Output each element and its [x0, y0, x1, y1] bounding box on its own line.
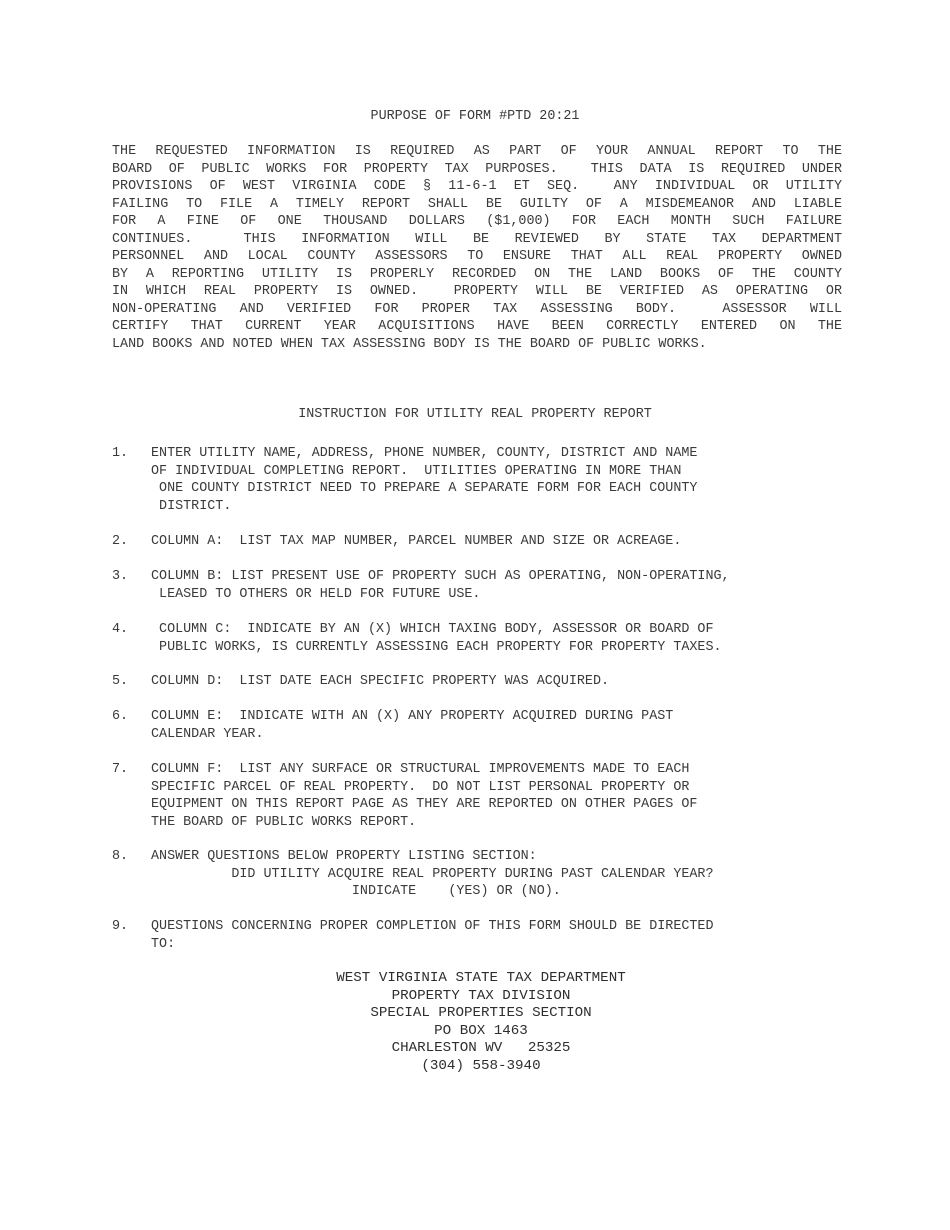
item-number: 1.	[112, 446, 129, 461]
item-line: COLUMN B: LIST PRESENT USE OF PROPERTY SUCH AS OPERATING, NON-OPERATING,	[151, 569, 730, 584]
instruction-item-3	[112, 568, 848, 603]
purpose-line: THE REQUESTED INFORMATION IS REQUIRED AS PART OF YOUR ANNUAL REPORT TO THE	[112, 144, 842, 159]
item-number: 5.	[112, 674, 129, 689]
item-number: 8.	[112, 849, 129, 864]
instruction-item-2	[112, 533, 848, 551]
item-line: COLUMN A: LIST TAX MAP NUMBER, PARCEL NUMBER AND SIZE OR ACREAGE.	[151, 534, 682, 549]
item-line: INDICATE (YES) OR (NO).	[151, 884, 561, 899]
item-line: COLUMN E: INDICATE WITH AN (X) ANY PROPERTY ACQUIRED DURING PAST	[151, 709, 674, 724]
item-line: ONE COUNTY DISTRICT NEED TO PREPARE A SEPARATE FORM FOR EACH COUNTY	[151, 481, 698, 496]
item-line: COLUMN D: LIST DATE EACH SPECIFIC PROPERTY WAS ACQUIRED.	[151, 674, 610, 689]
purpose-paragraph	[112, 143, 842, 353]
address-line: PO BOX 1463	[434, 1022, 528, 1039]
instruction-item-4	[112, 621, 848, 656]
purpose-line: PERSONNEL AND LOCAL COUNTY ASSESSORS TO ENSURE THAT ALL REAL PROPERTY OWNED	[112, 249, 842, 264]
item-number: 7.	[112, 762, 129, 777]
purpose-line: FOR A FINE OF ONE THOUSAND DOLLARS ($1,000) FOR EACH MONTH SUCH FAILURE	[112, 214, 842, 229]
item-number: 6.	[112, 709, 129, 724]
item-number: 9.	[112, 919, 129, 934]
instructions-title: INSTRUCTION FOR UTILITY REAL PROPERTY REPORT	[298, 407, 652, 422]
item-line: COLUMN F: LIST ANY SURFACE OR STRUCTURAL IMPROVEMENTS MADE TO EACH	[151, 762, 690, 777]
purpose-line: LAND BOOKS AND NOTED WHEN TAX ASSESSING BODY IS THE BOARD OF PUBLIC WORKS.	[112, 336, 707, 352]
purpose-line: PROVISIONS OF WEST VIRGINIA CODE § 11-6-1 ET SEQ. ANY INDIVIDUAL OR UTILITY	[112, 179, 842, 194]
item-line: PUBLIC WORKS, IS CURRENTLY ASSESSING EACH PROPERTY FOR PROPERTY TAXES.	[151, 639, 722, 655]
instruction-item-7	[112, 761, 848, 831]
purpose-line: CONTINUES. THIS INFORMATION WILL BE REVIEWED BY STATE TAX DEPARTMENT	[112, 231, 842, 247]
address-line: SPECIAL PROPERTIES SECTION	[370, 1005, 592, 1021]
purpose-line: BY A REPORTING UTILITY IS PROPERLY RECORDED ON THE LAND BOOKS OF THE COUNTY	[112, 266, 842, 282]
purpose-line: IN WHICH REAL PROPERTY IS OWNED. PROPERTY WILL BE VERIFIED AS OPERATING OR	[112, 284, 842, 299]
phone-number: (304) 558-3940	[421, 1057, 541, 1074]
instruction-item-9	[112, 918, 848, 953]
item-line: ANSWER QUESTIONS BELOW PROPERTY LISTING SECTION:	[151, 849, 537, 864]
purpose-line: NON-OPERATING AND VERIFIED FOR PROPER TAX ASSESSING BODY. ASSESSOR WILL	[112, 301, 842, 317]
item-line: COLUMN C: INDICATE BY AN (X) WHICH TAXING BODY, ASSESSOR OR BOARD OF	[151, 622, 714, 637]
purpose-line: CERTIFY THAT CURRENT YEAR ACQUISITIONS HAVE BEEN CORRECTLY ENTERED ON THE	[112, 319, 842, 334]
instruction-item-5	[112, 673, 848, 691]
item-line: EQUIPMENT ON THIS REPORT PAGE AS THEY ARE REPORTED ON OTHER PAGES OF	[151, 797, 698, 812]
purpose-line: BOARD OF PUBLIC WORKS FOR PROPERTY TAX PURPOSES. THIS DATA IS REQUIRED UNDER	[112, 161, 842, 177]
contact-address	[0, 970, 950, 1075]
item-number: 2.	[112, 534, 129, 549]
address-line: PROPERTY TAX DIVISION	[391, 987, 571, 1004]
item-line: DID UTILITY ACQUIRE REAL PROPERTY DURING PAST CALENDAR YEAR?	[151, 866, 714, 882]
item-line: SPECIFIC PARCEL OF REAL PROPERTY. DO NOT LIST PERSONAL PROPERTY OR	[151, 779, 690, 795]
instruction-item-8	[112, 848, 848, 901]
item-line: OF INDIVIDUAL COMPLETING REPORT. UTILITIES OPERATING IN MORE THAN	[151, 463, 682, 479]
purpose-title: PURPOSE OF FORM #PTD 20:21	[370, 109, 580, 124]
purpose-line: FAILING TO FILE A TIMELY REPORT SHALL BE GUILTY OF A MISDEMEANOR AND LIABLE	[112, 196, 842, 212]
address-line: CHARLESTON WV 25325	[391, 1040, 571, 1056]
instruction-item-6	[112, 708, 848, 743]
item-number: 3.	[112, 569, 129, 584]
item-line: DISTRICT.	[151, 498, 232, 514]
item-line: QUESTIONS CONCERNING PROPER COMPLETION OF THIS FORM SHOULD BE DIRECTED	[151, 919, 714, 934]
address-line: WEST VIRGINIA STATE TAX DEPARTMENT	[336, 970, 626, 986]
item-number: 4.	[112, 622, 129, 637]
item-line: ENTER UTILITY NAME, ADDRESS, PHONE NUMBER, COUNTY, DISTRICT AND NAME	[151, 446, 698, 461]
item-line: CALENDAR YEAR.	[151, 726, 264, 742]
item-line: THE BOARD OF PUBLIC WORKS REPORT.	[151, 814, 417, 830]
item-line: TO:	[151, 936, 176, 952]
item-line: LEASED TO OTHERS OR HELD FOR FUTURE USE.	[151, 586, 481, 602]
instruction-item-1	[112, 445, 848, 515]
